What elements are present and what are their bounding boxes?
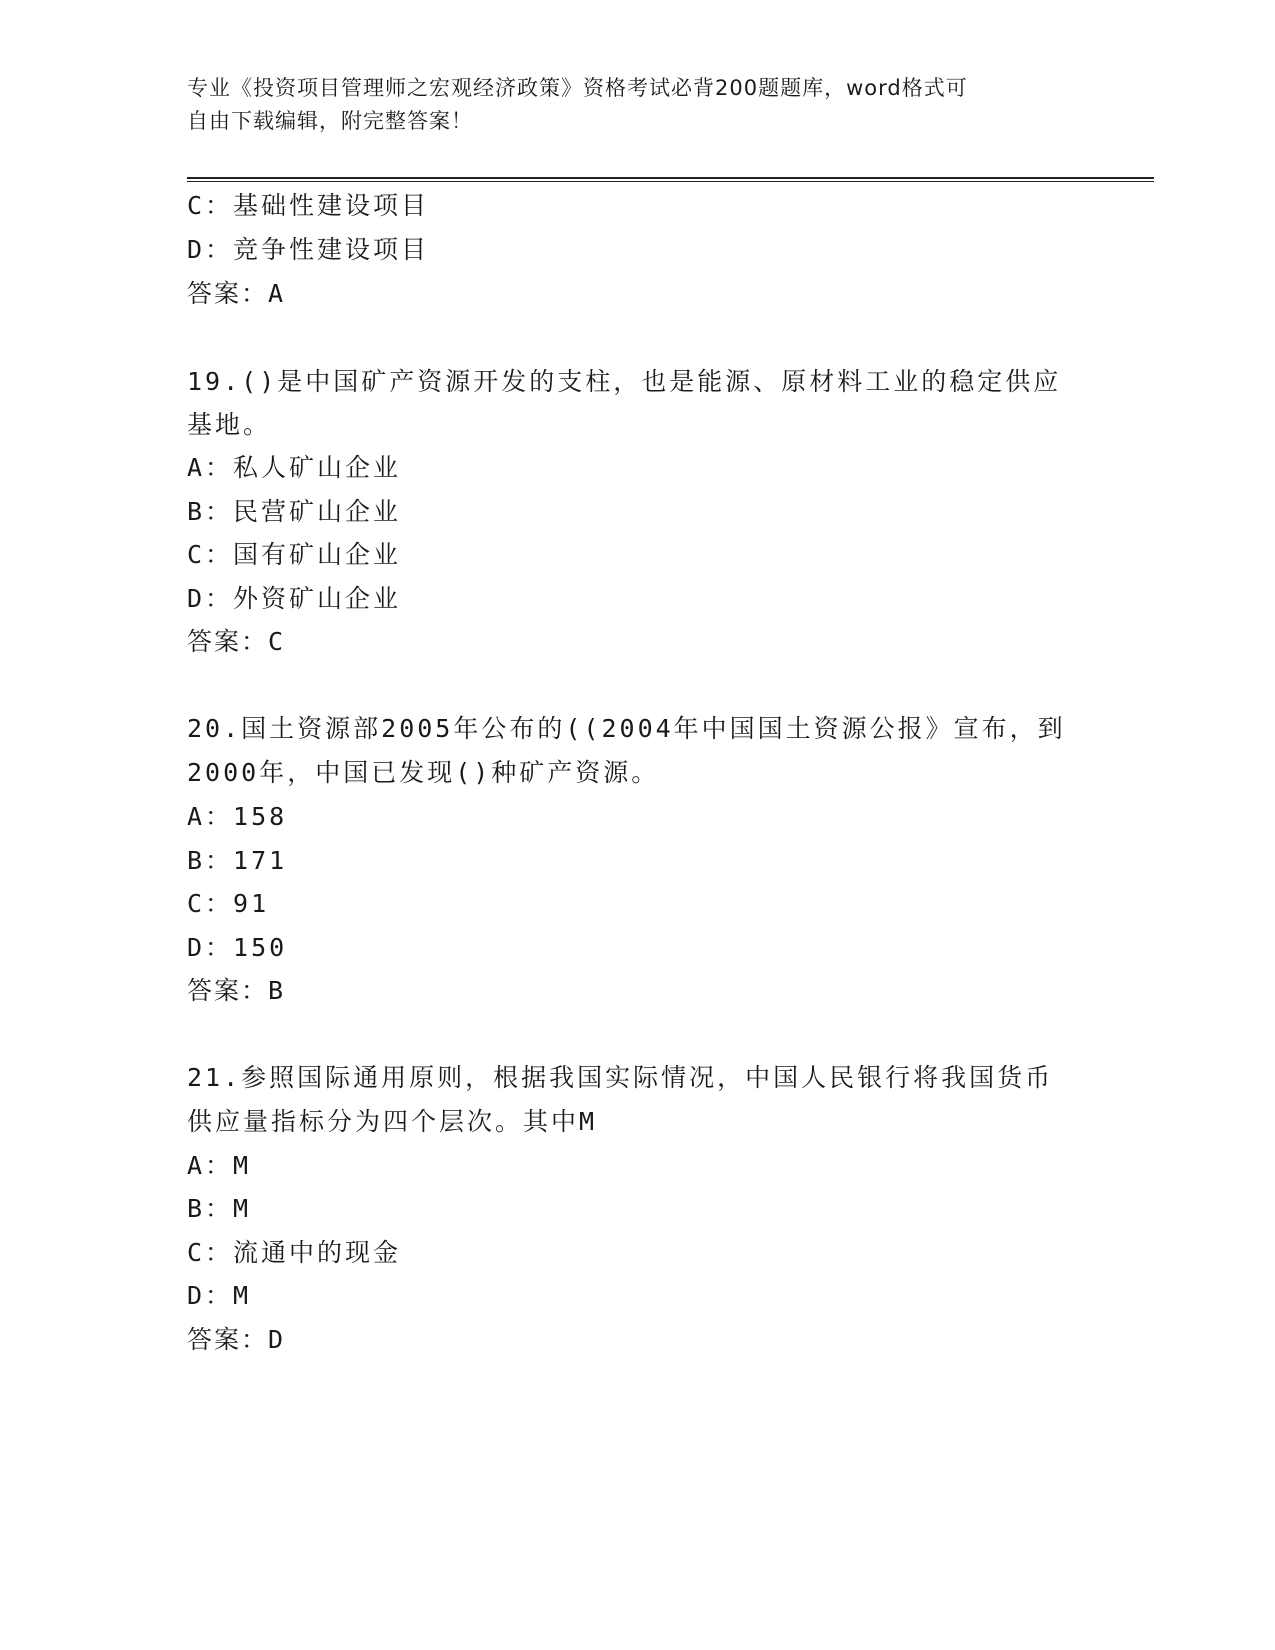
q19-option-b: B：民营矿山企业 <box>187 497 402 526</box>
q18-answer-label: 答案： <box>187 279 269 308</box>
q21-answer <box>187 1320 285 1356</box>
q20-option-b: B：171 <box>187 846 288 875</box>
q18-answer-value: A <box>268 279 286 308</box>
q19-answer-value: C <box>268 627 286 656</box>
q19-answer-label: 答案： <box>187 627 269 656</box>
q21-option-c: C：流通中的现金 <box>187 1238 402 1267</box>
header-title-line-1: 专业《投资项目管理师之宏观经济政策》资格考试必背200题题库，word格式可 <box>187 76 968 100</box>
q19-option-c: C：国有矿山企业 <box>187 540 402 569</box>
q19-stem-line-1: 19.()是中国矿产资源开发的支柱，也是能源、原材料工业的稳定供应 <box>187 367 1062 396</box>
q21-option-a: A：M <box>187 1151 252 1180</box>
q18-option-c: C：基础性建设项目 <box>187 191 430 220</box>
q20-answer-label: 答案： <box>187 976 269 1005</box>
q18-option-d: D：竞争性建设项目 <box>187 235 430 264</box>
q20-option-c: C：91 <box>187 889 270 918</box>
q21-answer-label: 答案： <box>187 1325 269 1354</box>
q20-option-a: A：158 <box>187 802 288 831</box>
q19-option-a: A：私人矿山企业 <box>187 453 402 482</box>
document-header <box>187 72 1087 138</box>
q20-option-d: D：150 <box>187 933 288 962</box>
q20-stem-line-1: 20.国土资源部2005年公布的((2004年中国国土资源公报》宣布，到 <box>187 714 1066 743</box>
q20-stem-line-2: 2000年，中国已发现()种矿产资源。 <box>187 758 660 787</box>
q19-answer <box>187 622 285 658</box>
q20-answer <box>187 971 285 1007</box>
q19-stem-line-2: 基地。 <box>187 410 272 439</box>
q20-answer-value: B <box>268 976 286 1005</box>
q21-option-b: B：M <box>187 1194 252 1223</box>
q21-answer-value: D <box>268 1325 286 1354</box>
q19-option-d: D：外资矿山企业 <box>187 584 402 613</box>
q21-option-d: D：M <box>187 1281 252 1310</box>
q21-stem-line-1: 21.参照国际通用原则，根据我国实际情况，中国人民银行将我国货币 <box>187 1063 1054 1092</box>
header-title-line-2: 自由下载编辑，附完整答案！ <box>187 109 473 133</box>
q21-stem-line-2: 供应量指标分为四个层次。其中M <box>187 1107 598 1136</box>
header-divider <box>187 177 1154 182</box>
q18-answer <box>187 274 285 310</box>
